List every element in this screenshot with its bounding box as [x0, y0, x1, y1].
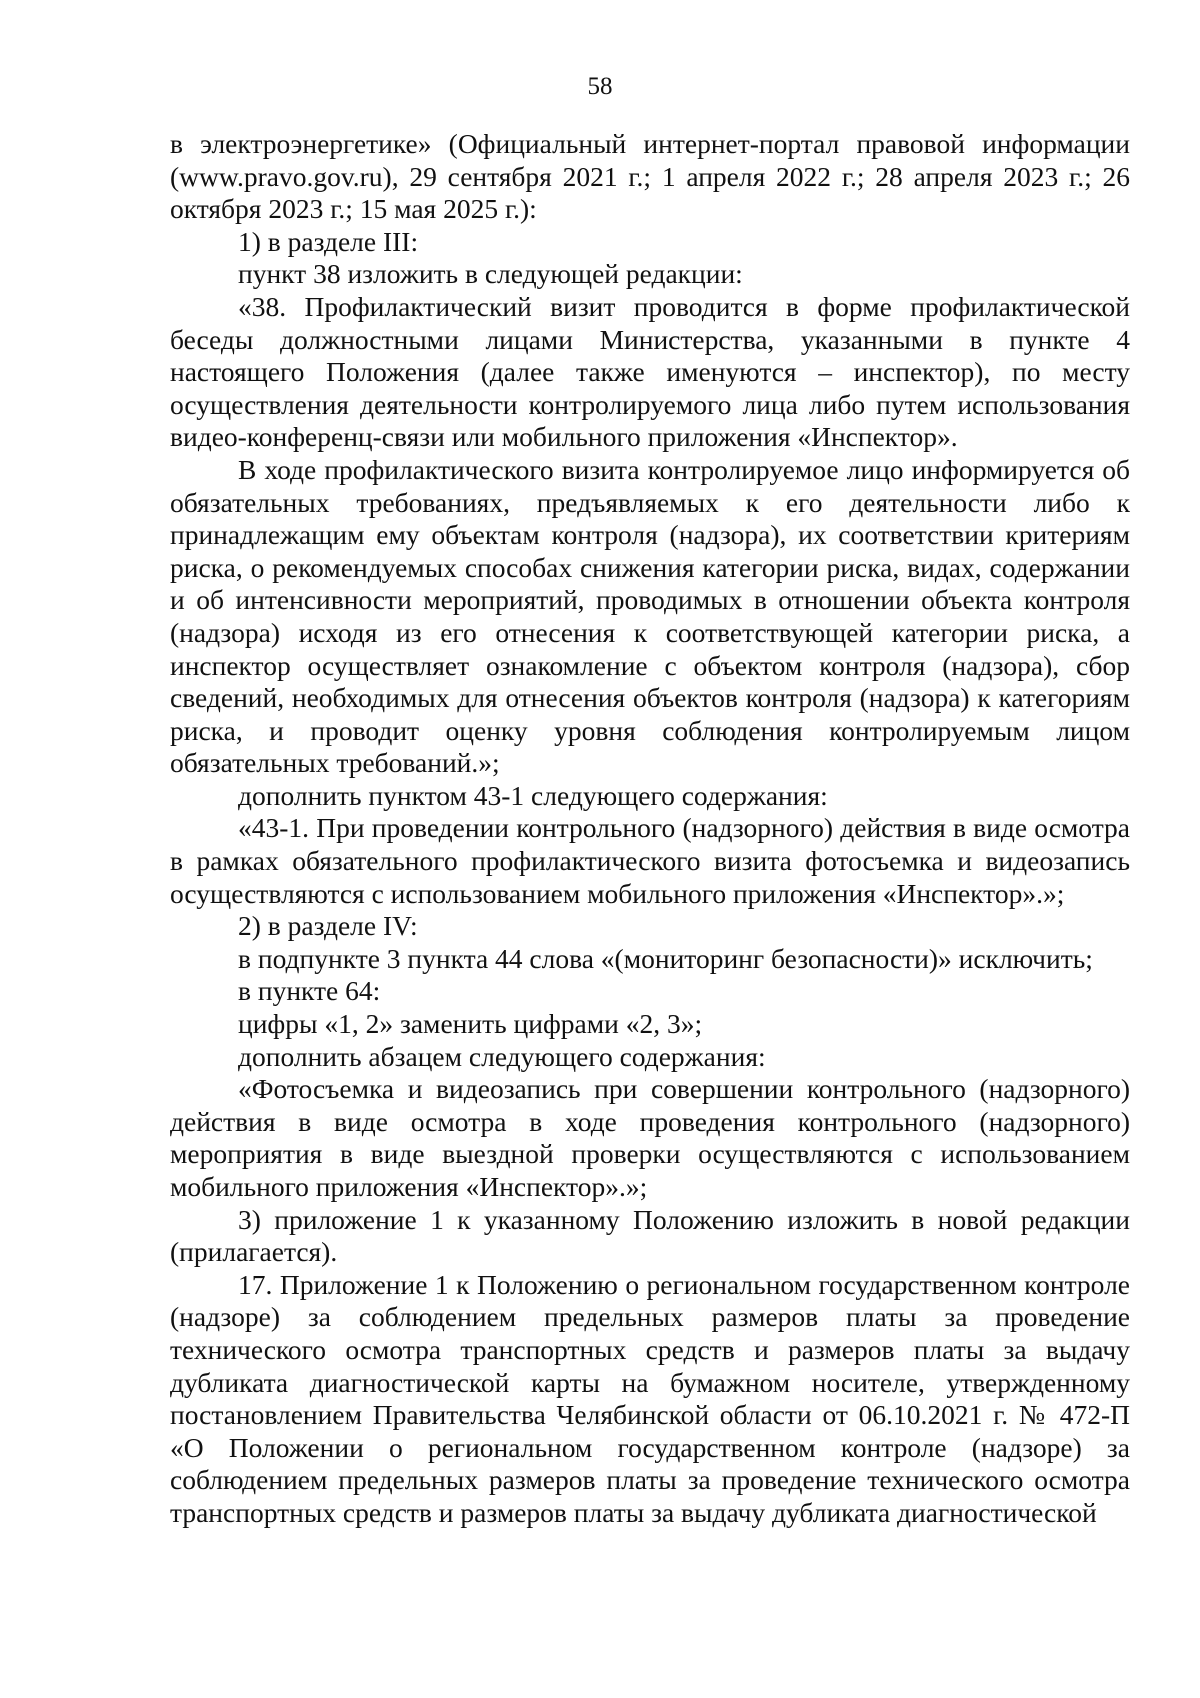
paragraph-appendix-1: 3) приложение 1 к указанному Положению изложить в новой редакции (прилагается).: [170, 1203, 1130, 1268]
paragraph-point-43-1: «43-1. При проведении контрольного (надзорного) действия в виде осмотра в рамках обязательного профилактического визита фотосъемка и видеозапись осуществляются с использованием мобильного приложения «Инспектор».»;: [170, 812, 1130, 909]
paragraph-point-64: в пункте 64:: [238, 975, 381, 1007]
paragraph-section-iv: 2) в разделе IV:: [238, 910, 418, 942]
paragraph-add-abzac: дополнить абзацем следующего содержания:: [238, 1040, 766, 1072]
paragraph-section-iii: 1) в разделе III:: [238, 225, 419, 257]
paragraph-point-38-intro: пункт 38 изложить в следующей редакции:: [238, 258, 743, 290]
document-body: [170, 128, 1130, 1530]
paragraph-visit-info: В ходе профилактического визита контролируемое лицо информируется об обязательных требованиях, предъявляемых к его деятельности либо к принадлежащим ему объектам контроля (надзора), их соответствии критериям риска, о рекомендуемых способах снижения категории риска, видах, содержании и об интенсивности мероприятий, проводимых в отношении объекта контроля (надзора) исходя из его отнесения к соответствующей категории риска, а инспектор осуществляет ознакомление с объектом контроля (надзора), сбор сведений, необходимых для отнесения объектов контроля (надзора) к категориям риска, и проводит оценку уровня соблюдения контролируемым лицом обязательных требований.»;: [170, 453, 1130, 779]
paragraph-point-44: в подпункте 3 пункта 44 слова «(мониторинг безопасности)» исключить;: [238, 942, 1093, 974]
paragraph-point-38: «38. Профилактический визит проводится в форме профилактической беседы должностными лицами Министерства, указанными в пункте 4 настоящего Положения (далее также именуются – инспектор), по месту осуществления деятельности контролируемого лица либо путем использования видео-конференц-связи или мобильного приложения «Инспектор».: [170, 290, 1130, 453]
paragraph-continuation: в электроэнергетике» (Официальный интернет-портал правовой информации (www.pravo.gov.ru), 29 сентября 2021 г.; 1 апреля 2022 г.; 28 апреля 2023 г.; 26 октября 2023 г.; 15 мая 2025 г.):: [170, 128, 1130, 225]
paragraph-point-43-1-intro: дополнить пунктом 43-1 следующего содержания:: [238, 779, 828, 811]
page-number: 58: [587, 73, 613, 100]
paragraph-point-17: 17. Приложение 1 к Положению о региональном государственном контроле (надзоре) за соблюдением предельных размеров платы за проведение технического осмотра транспортных средств и размеров платы за выдачу дубликата диагностической карты на бумажном носителе, утвержденному постановлением Правительства Челябинской области от 06.10.2021 г. № 472-П «О Положении о региональном государственном контроле (надзоре) за соблюдением предельных размеров платы за проведение технического осмотра транспортных средств и размеров платы за выдачу дубликата диагностической: [170, 1268, 1130, 1528]
paragraph-digits-replace: цифры «1, 2» заменить цифрами «2, 3»;: [238, 1008, 703, 1040]
paragraph-photo-video: «Фотосъемка и видеозапись при совершении контрольного (надзорного) действия в виде осмотра в ходе проведения контрольного (надзорного) мероприятия в виде выездной проверки осуществляются с использованием мобильного приложения «Инспектор».»;: [170, 1073, 1130, 1202]
